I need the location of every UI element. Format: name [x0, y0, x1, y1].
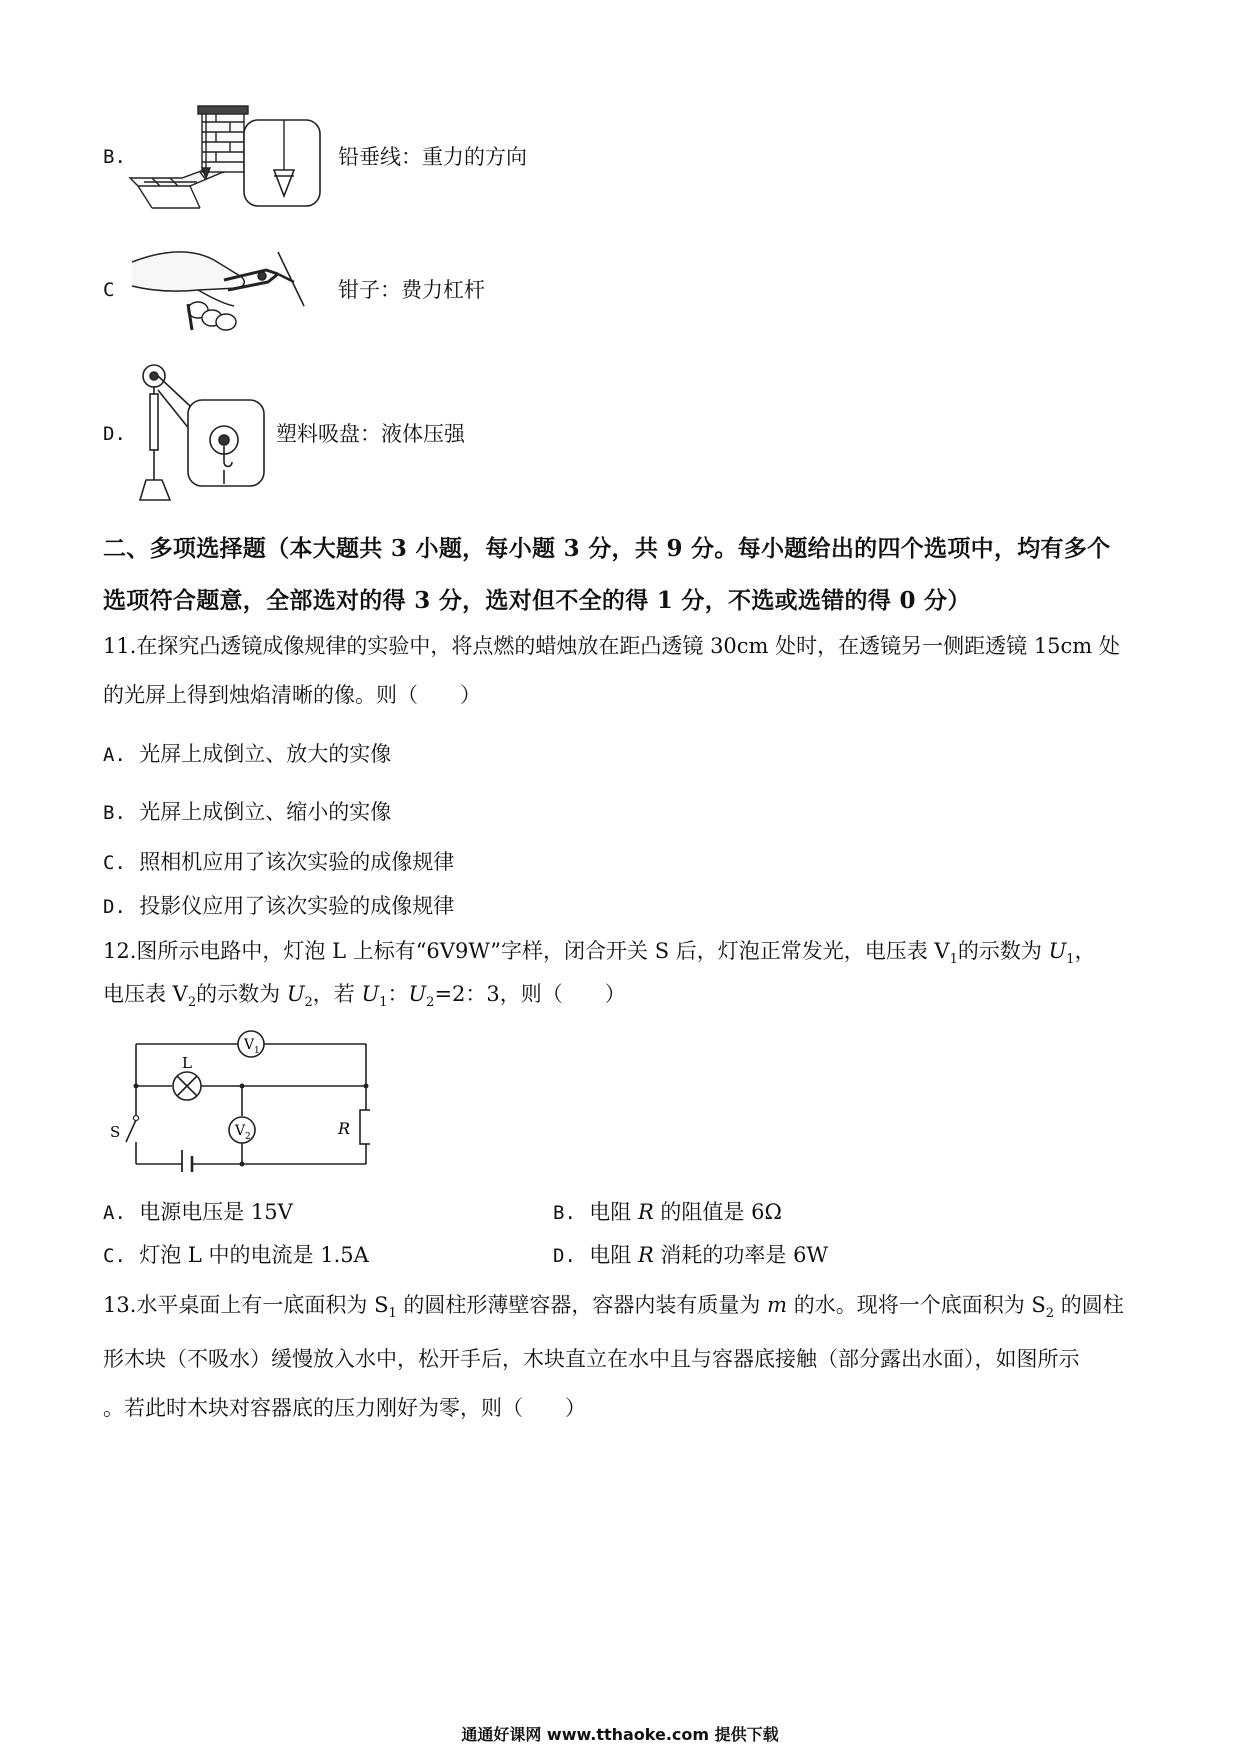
symbol-u: U — [408, 982, 427, 1006]
q12-option-c — [103, 1241, 369, 1270]
q12-stem-line1 — [103, 937, 1096, 974]
q12-option-b — [553, 1198, 782, 1227]
option-text: 的阻值是 6Ω — [653, 1200, 782, 1224]
option-text: 光屏上成倒立、放大的实像 — [139, 742, 392, 766]
q11-stem-line2: 的光屏上得到烛焰清晰的像。则（ ） — [103, 683, 481, 707]
q13-text: 的圆柱 — [1054, 1293, 1124, 1317]
q12-text: ，若 — [312, 982, 362, 1006]
option-b-text: 铅垂线：重力的方向 — [338, 145, 527, 169]
symbol-u: U — [286, 982, 305, 1006]
subscript: 1 — [949, 952, 958, 968]
lamp-label: L — [182, 1054, 192, 1072]
plumb-line-figure — [122, 98, 327, 213]
option-text: 电阻 — [589, 1200, 638, 1224]
suction-cup-figure — [128, 360, 268, 510]
symbol-r: R — [637, 1243, 654, 1267]
q12-option-a — [103, 1198, 293, 1227]
symbol-u: U — [1048, 939, 1067, 963]
subscript: 1 — [388, 1306, 397, 1322]
q11-stem-line1: 11.在探究凸透镜成像规律的实验中，将点燃的蜡烛放在距凸透镜 30cm 处时，在透镜另一侧距透镜 15cm 处 — [103, 634, 1120, 658]
option-letter-d: D. — [103, 423, 126, 445]
q11-option-c — [103, 848, 454, 877]
subscript: 2 — [304, 995, 313, 1011]
q12-text: =2：3，则（ ） — [434, 982, 626, 1006]
option-letter: B. — [103, 802, 126, 824]
option-text: 照相机应用了该次实验的成像规律 — [139, 850, 455, 874]
q13-stem-line2: 形木块（不吸水）缓慢放入水中，松开手后，木块直立在水中且与容器底接触（部分露出水面），如图所示 — [103, 1347, 1080, 1371]
option-text: 电源电压是 15V — [139, 1200, 293, 1224]
symbol-m: m — [767, 1293, 788, 1317]
option-letter: A. — [103, 1202, 126, 1224]
option-letter: D. — [553, 1245, 576, 1267]
symbol-u: U — [361, 982, 380, 1006]
voltmeter-v2-label: V — [235, 1123, 246, 1139]
q13-text: 13.水平桌面上有一底面积为 S — [103, 1293, 389, 1317]
q13-stem-line1 — [103, 1291, 1124, 1328]
q11-option-a — [103, 740, 391, 769]
voltmeter-v2-subscript: 2 — [245, 1132, 251, 1142]
option-text: 灯泡 L 中的电流是 1.5A — [139, 1243, 369, 1267]
option-text: 投影仪应用了该次实验的成像规律 — [139, 894, 455, 918]
q12-text: 的示数为 — [957, 939, 1049, 963]
subscript: 1 — [1066, 952, 1075, 968]
q13-stem-line3: 。若此时木块对容器底的压力刚好为零，则（ ） — [103, 1396, 586, 1420]
option-d-text: 塑料吸盘：液体压强 — [276, 422, 465, 446]
q11-option-d — [103, 892, 454, 921]
subscript: 1 — [379, 995, 388, 1011]
q12-text: 的示数为 — [196, 982, 287, 1006]
resistor-label: R — [338, 1119, 351, 1138]
page-footer: 通通好课网 www.tthaoke.com 提供下载 — [461, 1725, 779, 1744]
q12-text: 12.图所示电路中，灯泡 L 上标有“6V9W”字样，闭合开关 S 后，灯泡正常发光，电压表 V — [103, 939, 950, 963]
q12-option-d — [553, 1241, 828, 1270]
q12-text: ， — [1074, 939, 1096, 963]
section-heading-line2: 选项符合题意，全部选对的得 3 分，选对但不全的得 1 分，不选或选错的得 0 分） — [103, 587, 971, 614]
pliers-figure — [128, 240, 313, 335]
option-letter: C. — [103, 852, 126, 874]
voltmeter-v1-subscript: 1 — [254, 1046, 260, 1056]
option-letter: D. — [103, 896, 126, 918]
option-c-text: 钳子：费力杠杆 — [338, 278, 485, 302]
switch-label: S — [110, 1123, 121, 1141]
option-letter: C. — [103, 1245, 126, 1267]
option-text: 电阻 — [589, 1243, 638, 1267]
voltmeter-v1-label: V — [244, 1037, 255, 1053]
circuit-diagram — [110, 1022, 370, 1172]
option-letter-b: B. — [103, 146, 126, 168]
option-text: 消耗的功率是 6W — [653, 1243, 829, 1267]
subscript: 2 — [1045, 1306, 1055, 1322]
section-heading-line1: 二、多项选择题（本大题共 3 小题，每小题 3 分，共 9 分。每小题给出的四个选项中，均有多个 — [103, 535, 1111, 562]
q12-text: ： — [387, 982, 409, 1006]
option-letter: B. — [553, 1202, 576, 1224]
option-letter: A. — [103, 744, 126, 766]
option-text: 光屏上成倒立、缩小的实像 — [139, 800, 392, 824]
subscript: 2 — [426, 995, 435, 1011]
subscript: 2 — [187, 995, 197, 1011]
q11-option-b — [103, 798, 391, 827]
symbol-r: R — [637, 1200, 654, 1224]
q13-text: 的圆柱形薄壁容器，容器内装有质量为 — [396, 1293, 768, 1317]
q12-text: 电压表 V — [103, 982, 188, 1006]
q13-text: 的水。现将一个底面积为 S — [787, 1293, 1046, 1317]
option-letter-c: C — [103, 279, 115, 301]
q12-stem-line2 — [103, 980, 626, 1017]
